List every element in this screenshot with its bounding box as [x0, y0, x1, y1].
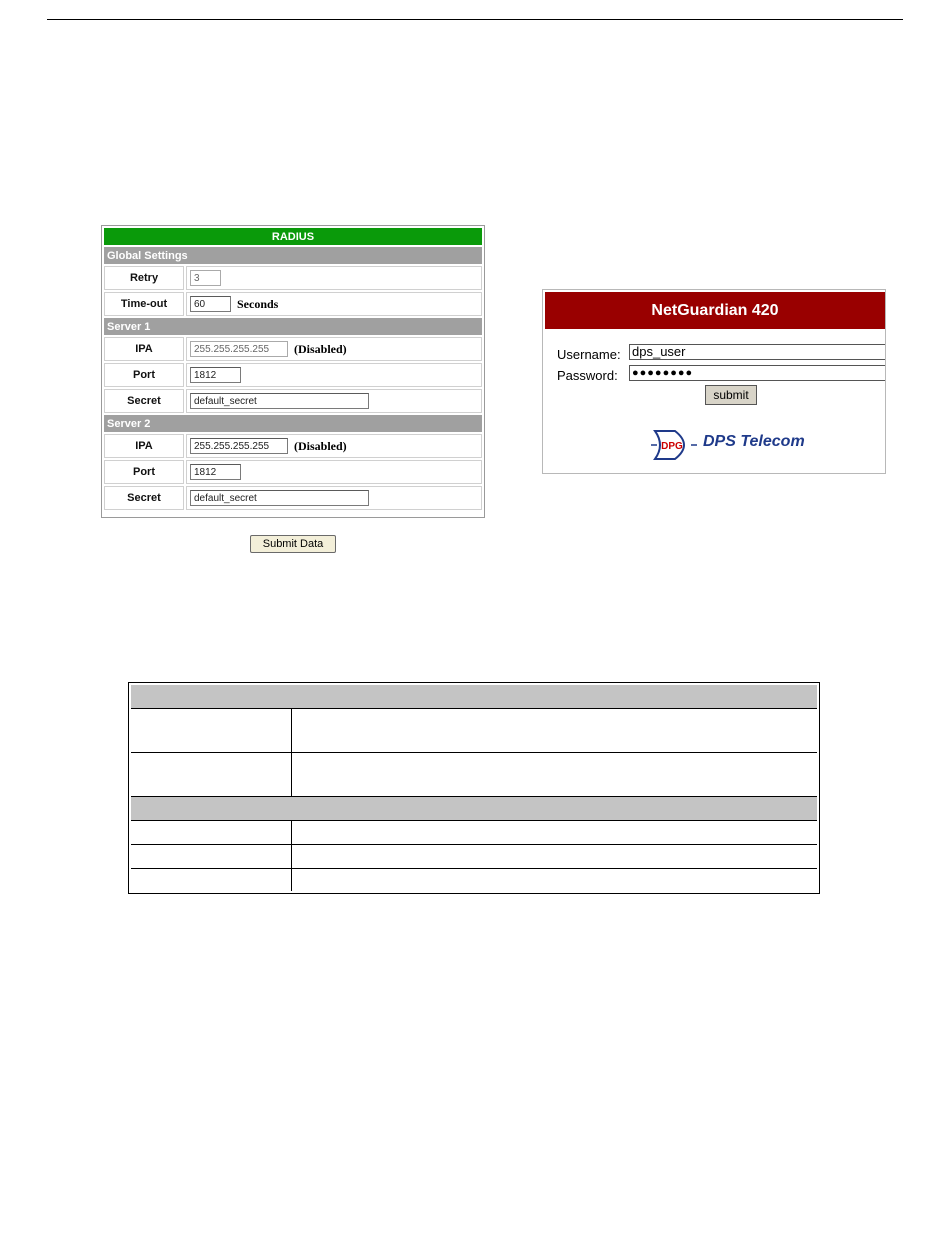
- server2-secret-input[interactable]: default_secret: [190, 490, 369, 506]
- login-submit-button[interactable]: submit: [705, 385, 757, 405]
- server1-ipa-status: (Disabled): [294, 341, 347, 356]
- server2-ipa-input[interactable]: 255.255.255.255: [190, 438, 288, 454]
- table-row: [131, 709, 817, 753]
- table-header-row: [131, 685, 817, 709]
- global-settings-heading: Global Settings: [104, 247, 482, 264]
- login-panel: [542, 289, 886, 474]
- username-input[interactable]: dps_user: [629, 344, 886, 360]
- server1-secret-label: Secret: [104, 389, 184, 413]
- table-row: [131, 753, 817, 797]
- table-column-divider: [291, 821, 292, 891]
- password-input[interactable]: ●●●●●●●●: [629, 365, 886, 381]
- server1-ipa-input[interactable]: 255.255.255.255: [190, 341, 288, 357]
- server2-heading: Server 2: [104, 415, 482, 432]
- timeout-label: Time-out: [104, 292, 184, 316]
- server1-heading: Server 1: [104, 318, 482, 335]
- login-title: NetGuardian 420: [545, 292, 885, 329]
- radius-title: RADIUS: [104, 228, 482, 245]
- server2-ipa-label: IPA: [104, 434, 184, 458]
- table-column-divider: [291, 709, 292, 797]
- server1-port-label: Port: [104, 363, 184, 387]
- table-row: [131, 869, 817, 891]
- radius-panel: [101, 225, 485, 518]
- retry-label: Retry: [104, 266, 184, 290]
- timeout-input[interactable]: 60: [190, 296, 231, 312]
- timeout-unit: Seconds: [237, 296, 279, 311]
- server2-port-input[interactable]: 1812: [190, 464, 241, 480]
- server1-secret-input[interactable]: default_secret: [190, 393, 369, 409]
- logo-text: DPS Telecom: [703, 433, 805, 450]
- username-label: Username:: [557, 347, 621, 362]
- password-label: Password:: [557, 368, 618, 383]
- dps-telecom-logo: [651, 427, 805, 463]
- logo-mark-text: DPG: [661, 441, 683, 452]
- retry-input[interactable]: 3: [190, 270, 221, 286]
- table-row: [131, 821, 817, 845]
- dps-logo-icon: [651, 427, 697, 463]
- server1-ipa-label: IPA: [104, 337, 184, 361]
- parameter-table: [128, 682, 820, 894]
- server2-ipa-status: (Disabled): [294, 438, 347, 453]
- server1-port-input[interactable]: 1812: [190, 367, 241, 383]
- page-top-rule: [47, 19, 903, 20]
- server2-port-label: Port: [104, 460, 184, 484]
- radius-table: [102, 226, 484, 512]
- server2-secret-label: Secret: [104, 486, 184, 510]
- submit-data-button[interactable]: Submit Data: [250, 535, 336, 553]
- table-row: [131, 845, 817, 869]
- table-section-row: [131, 797, 817, 821]
